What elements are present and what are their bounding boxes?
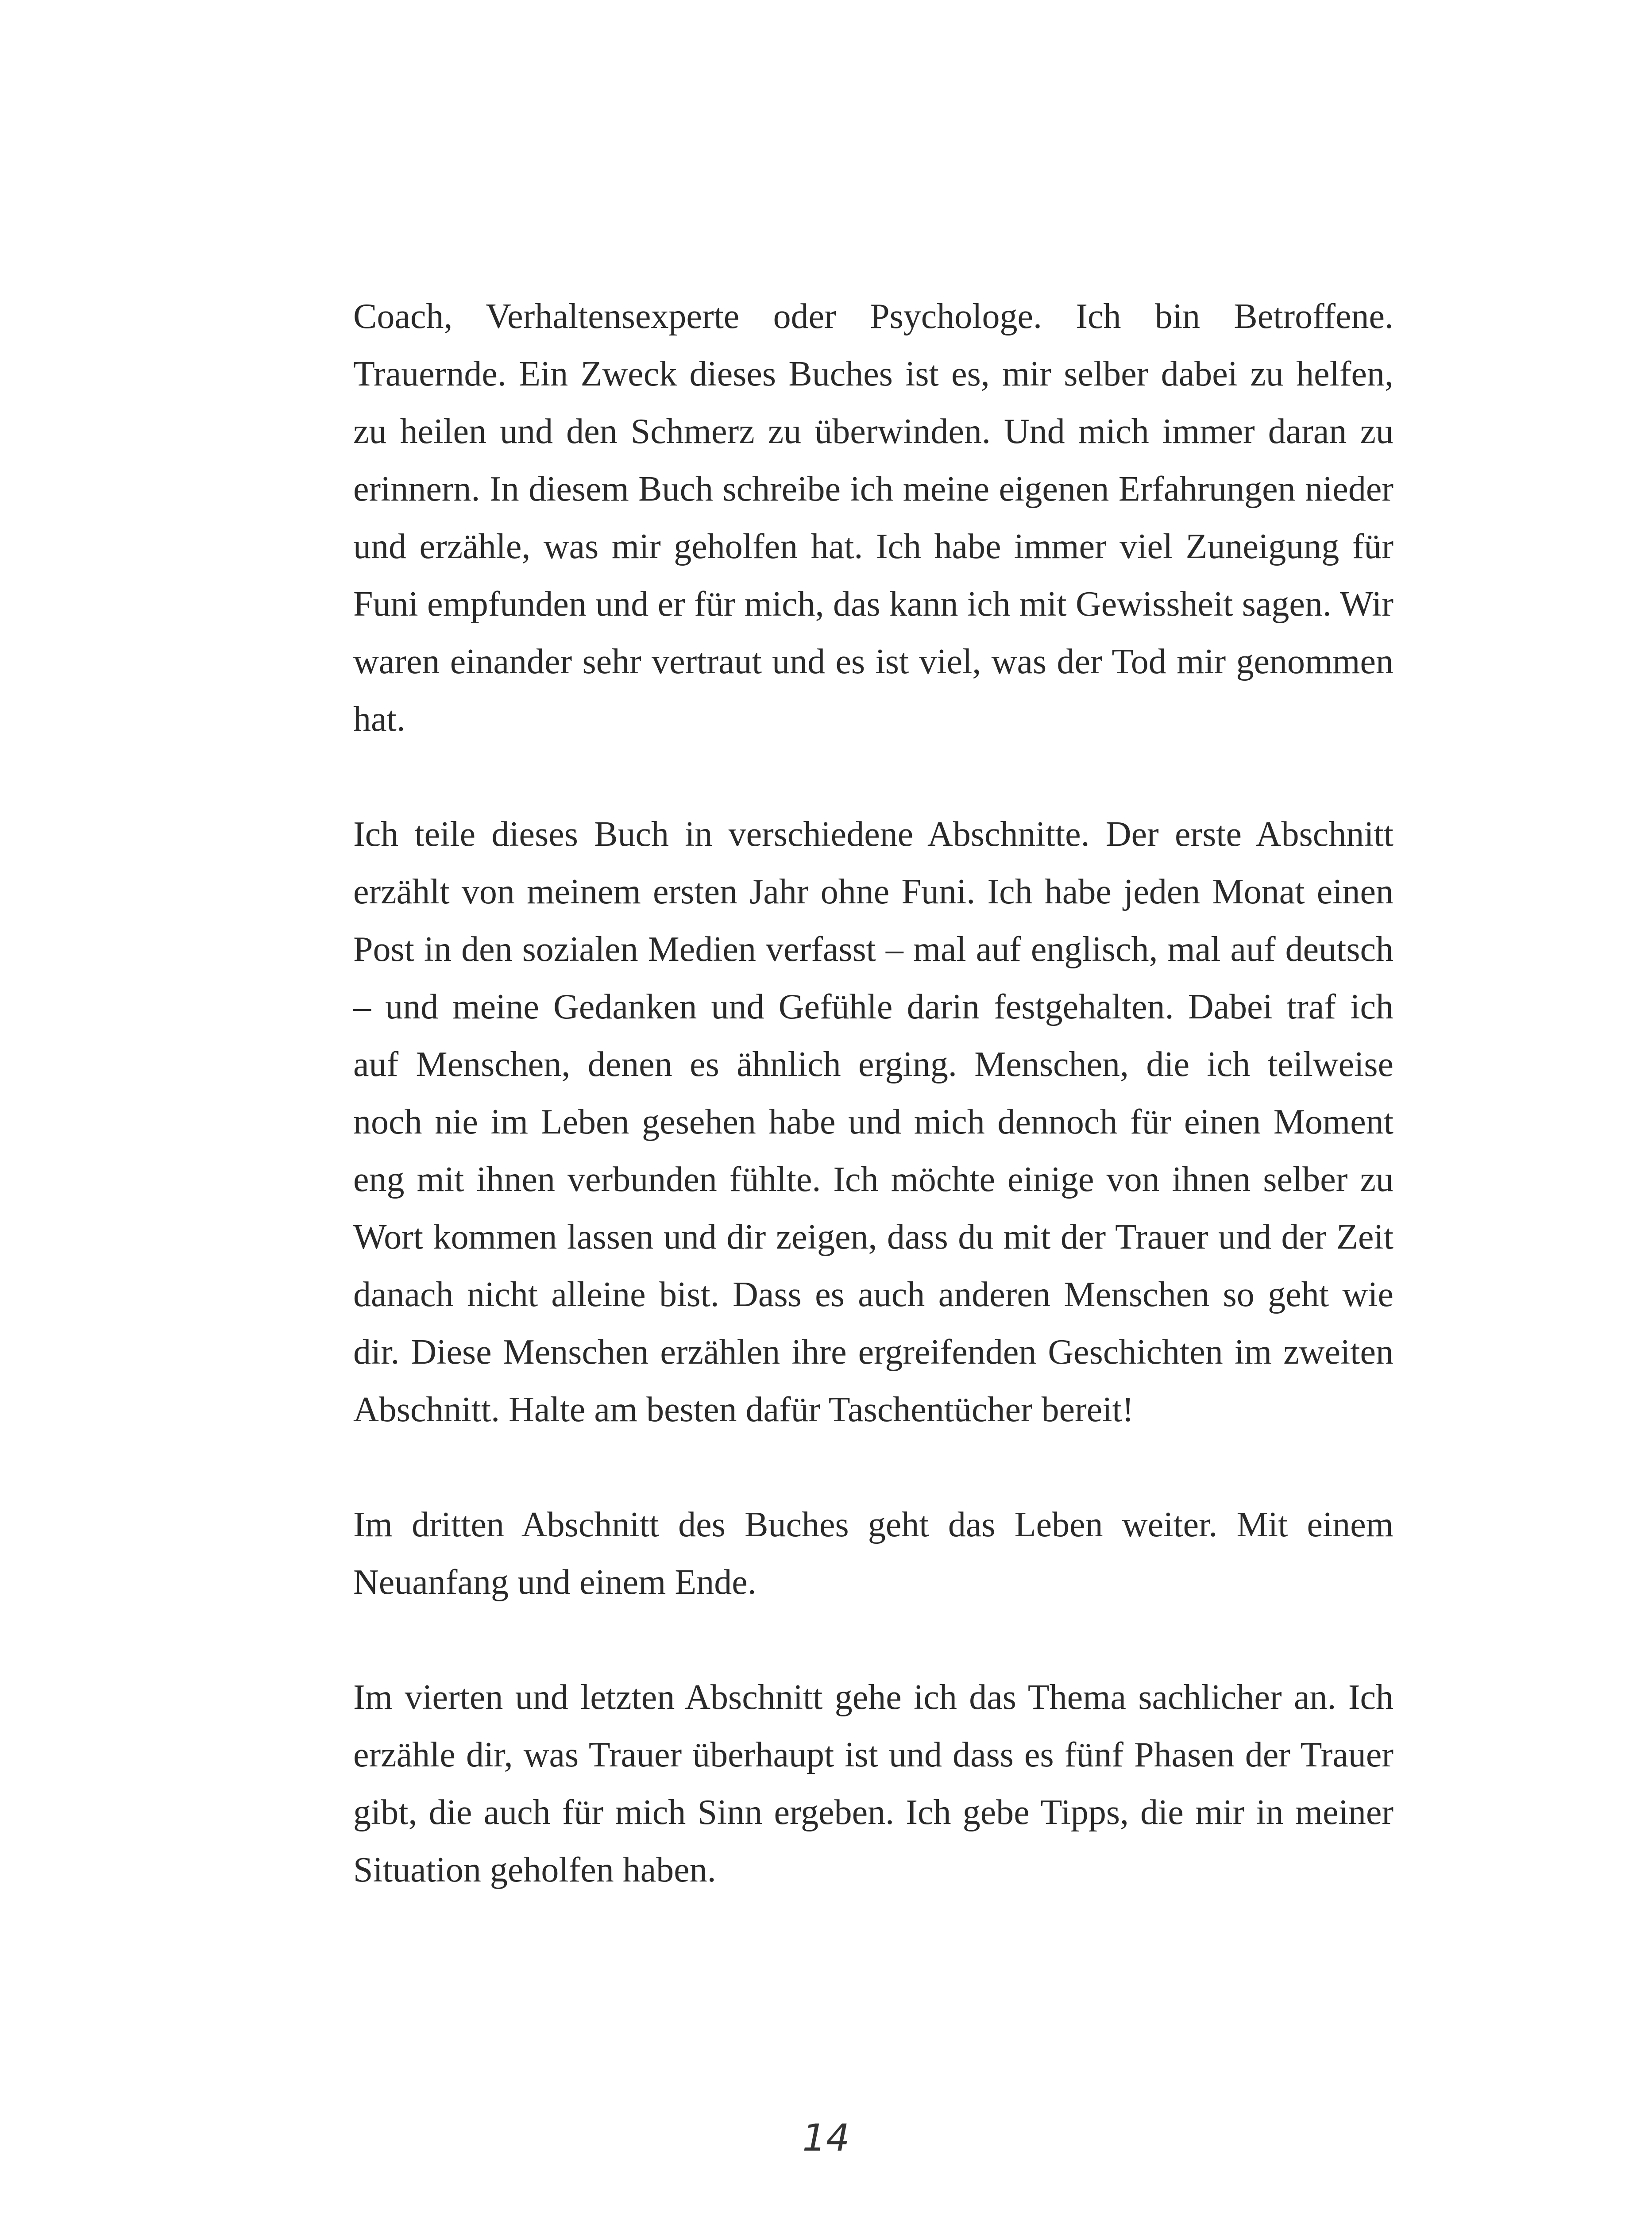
page-number: 14 — [802, 2116, 850, 2159]
paragraph-3: Im dritten Abschnitt des Buches geht das Leben weiter. Mit einem Neuanfang und einem Ende. — [353, 1505, 1393, 1602]
paragraph-4: Im vierten und letzten Abschnitt gehe ich das Thema sachlicher an. Ich erzähle dir, was Trauer überhaupt ist und dass es fünf Phasen der Trauer gibt, die auch für mich Sinn ergeben. Ich gebe Tipps, die mir in meiner Situation geholfen haben. — [353, 1678, 1393, 1889]
body-text — [353, 288, 1393, 1899]
paragraph-2: Ich teile dieses Buch in verschiedene Abschnitte. Der erste Abschnitt erzählt von meinem ersten Jahr ohne Funi. Ich habe jeden Monat einen Post in den sozialen Medien verfasst – mal auf englisch, mal auf deutsch – und meine Gedanken und Gefühle darin festgehalten. Dabei traf ich auf Menschen, denen es ähnlich erging. Menschen, die ich teilweise noch nie im Leben gesehen habe und mich dennoch für einen Moment eng mit ihnen verbunden fühlte. Ich möchte einige von ihnen selber zu Wort kommen lassen und dir zeigen, dass du mit der Trauer und der Zeit danach nicht alleine bist. Dass es auch anderen Menschen so geht wie dir. Diese Menschen erzählen ihre ergreifenden Geschichten im zweiten Abschnitt. Halte am besten dafür Taschentücher bereit! — [353, 815, 1393, 1429]
paragraph-1: Coach, Verhaltensexperte oder Psychologe. Ich bin Betroffene. Trauernde. Ein Zweck dieses Buches ist es, mir selber dabei zu helfen, zu heilen und den Schmerz zu überwinden. Und mich immer daran zu erinnern. In diesem Buch schreibe ich meine eigenen Erfahrungen nieder und erzähle, was mir geholfen hat. Ich habe immer viel Zuneigung für Funi empfunden und er für mich, das kann ich mit Gewissheit sagen. Wir waren einander sehr vertraut und es ist viel, was der Tod mir genommen hat. — [353, 297, 1393, 739]
